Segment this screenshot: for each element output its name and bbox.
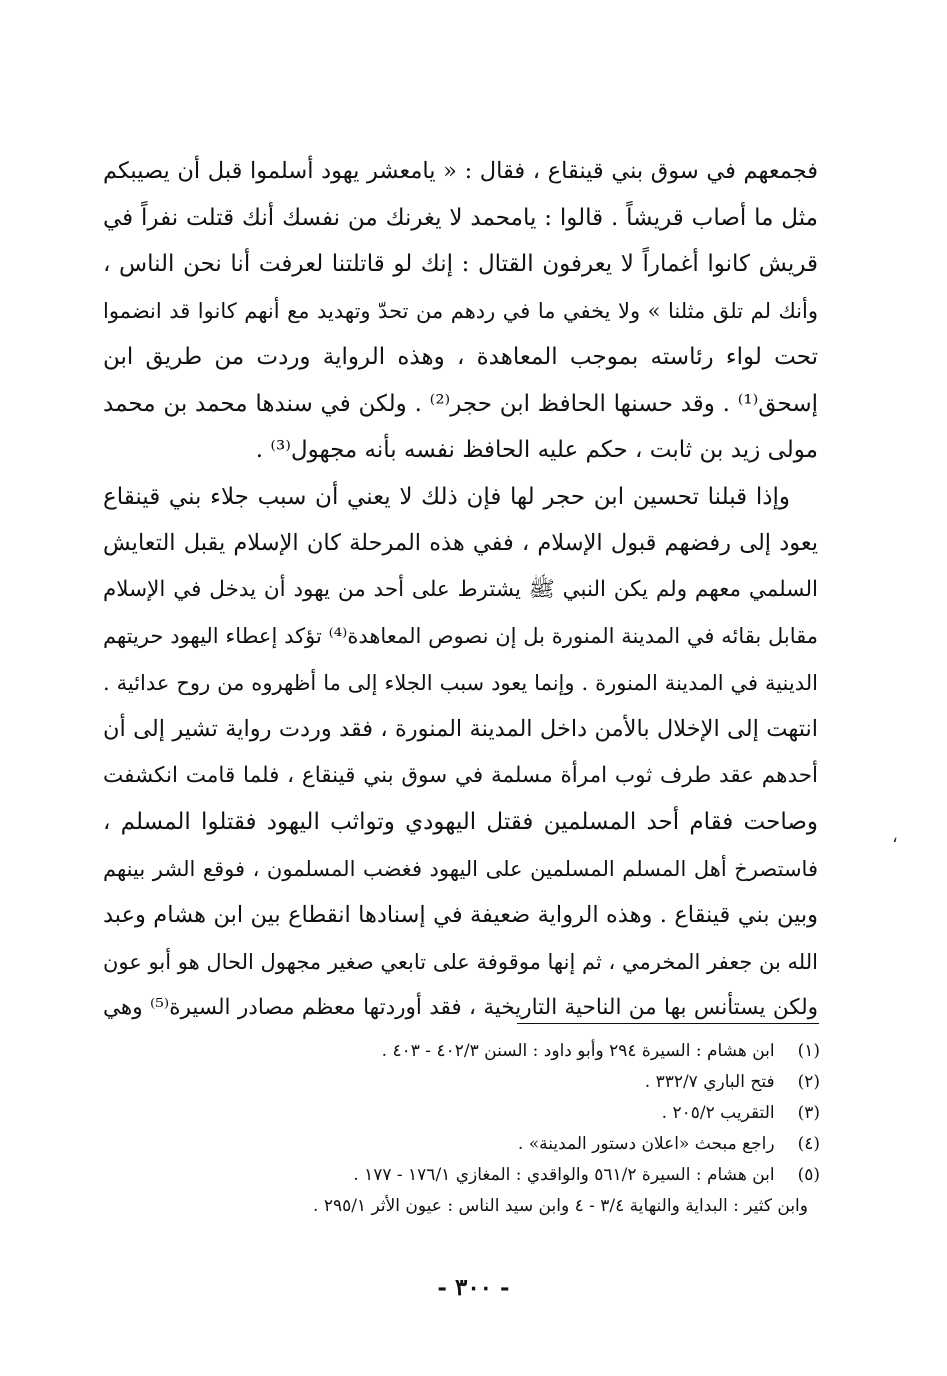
footnote-number: (٥) [797, 1165, 820, 1185]
footnote-item [180, 1098, 820, 1129]
footnote-number: (١) [797, 1041, 820, 1061]
footnote-number: (٣) [797, 1103, 820, 1123]
footnote-item [180, 1067, 820, 1098]
footnote-text: ابن هشام : السيرة ٢٩٤ وأبو داود : السنن ٤٠٢/٣ - ٤٠٣ . [381, 1041, 775, 1061]
text-line: أحدهم عقد طرف ثوب امرأة مسلمة في سوق بني قينقاع ، فلما قامت انكشفت [103, 762, 818, 788]
footnote-text: التقريب ٢٠٥/٢ . [661, 1103, 775, 1123]
text-line: وصاحت فقام أحد المسلمين فقتل اليهودي وتواثب اليهود فقتلوا المسلم ، [103, 809, 818, 835]
text-line: وأنك لم تلق مثلنا » ولا يخفي ما في ردهم من تحدّ وتهديد مع أنهم كانوا قد انضموا [103, 298, 818, 323]
text-line: انتهت إلى الإخلال بالأمن داخل المدينة المنورة ، فقد وردت رواية تشير إلى أن [103, 716, 818, 742]
main-text [103, 148, 818, 1032]
text-line: السلمي معهم ولم يكن النبي ﷺ يشترط على أحد من يهود أن يدخل في الإسلام [103, 576, 818, 602]
footnotes [180, 1036, 820, 1222]
footnote-divider [517, 1023, 819, 1024]
text-line: فجمعهم في سوق بني قينقاع ، فقال : « يامعشر يهود أسلموا قبل أن يصيبكم [103, 158, 818, 184]
text-line: ولكن يستأنس بها من الناحية التاريخية ، فقد أوردتها معظم مصادر السيرة⁽⁵⁾ وهي [103, 995, 818, 1020]
footnote-continuation [180, 1191, 820, 1222]
text-line: قريش كانوا أغماراً لا يعرفون القتال : إنك لو قاتلتنا لعرفت أنا نحن الناس ، [103, 251, 818, 277]
footnote-text: فتح الباري ٣٣٢/٧ . [644, 1072, 775, 1092]
text-line: يعود إلى رفضهم قبول الإسلام ، ففي هذه المرحلة كان الإسلام يقبل التعايش [103, 530, 818, 556]
text-line: الدينية في المدينة المنورة . وإنما يعود سبب الجلاء إلى ما أظهروه من روح عدائية . [103, 670, 818, 695]
footnote-text: ابن هشام : السيرة ٥٦١/٢ والواقدي : المغازي ١٧٦/١ - ١٧٧ . [353, 1165, 775, 1185]
margin-mark: ، [892, 826, 898, 847]
text-line: وإذا قبلنا تحسين ابن حجر لها فإن ذلك لا يعني أن سبب جلاء بني قينقاع [103, 483, 790, 510]
text-line: وبين بني قينقاع . وهذه الرواية ضعيفة في إسنادها انقطاع بين ابن هشام وعبد [103, 902, 818, 928]
text-line: الله بن جعفر المخرمي ، ثم إنها موقوفة على تابعي صغير مجهول الحال هو أبو عون [103, 949, 818, 974]
footnote-number: (٤) [797, 1134, 820, 1154]
text-line: مثل ما أصاب قريشاً . قالوا : يامحمد لا يغرنك من نفسك أنك قتلت نفراً في [103, 204, 818, 231]
footnote-text: راجع مبحث «اعلان دستور المدينة» . [517, 1134, 775, 1154]
text-line: إسحق⁽¹⁾ . وقد حسنها الحافظ ابن حجر⁽²⁾ . ولكن في سندها محمد بن محمد [103, 390, 818, 417]
text-line: تحت لواء رئاسته بموجب المعاهدة ، وهذه الرواية وردت من طريق ابن [103, 344, 818, 370]
footnote-item [180, 1129, 820, 1160]
footnote-item [180, 1160, 820, 1191]
footnote-number: (٢) [797, 1072, 820, 1092]
page-number: - ٣٠٠ - [437, 1274, 510, 1301]
text-line: فاستصرخ أهل المسلم المسلمين على اليهود فغضب المسلمون ، فوقع الشر بينهم [103, 856, 818, 881]
text-line: مولى زيد بن ثابت ، حكم عليه الحافظ نفسه بأنه مجهول⁽³⁾ . [255, 437, 818, 463]
text-line: مقابل بقائه في المدينة المنورة بل إن نصوص المعاهدة⁽⁴⁾ تؤكد إعطاء اليهود حريتهم [103, 624, 818, 648]
footnote-text: وابن كثير : البداية والنهاية ٣/٤ - ٤ وابن سيد الناس : عيون الأثر ٢٩٥/١ . [313, 1196, 808, 1216]
footnote-item [180, 1036, 820, 1067]
